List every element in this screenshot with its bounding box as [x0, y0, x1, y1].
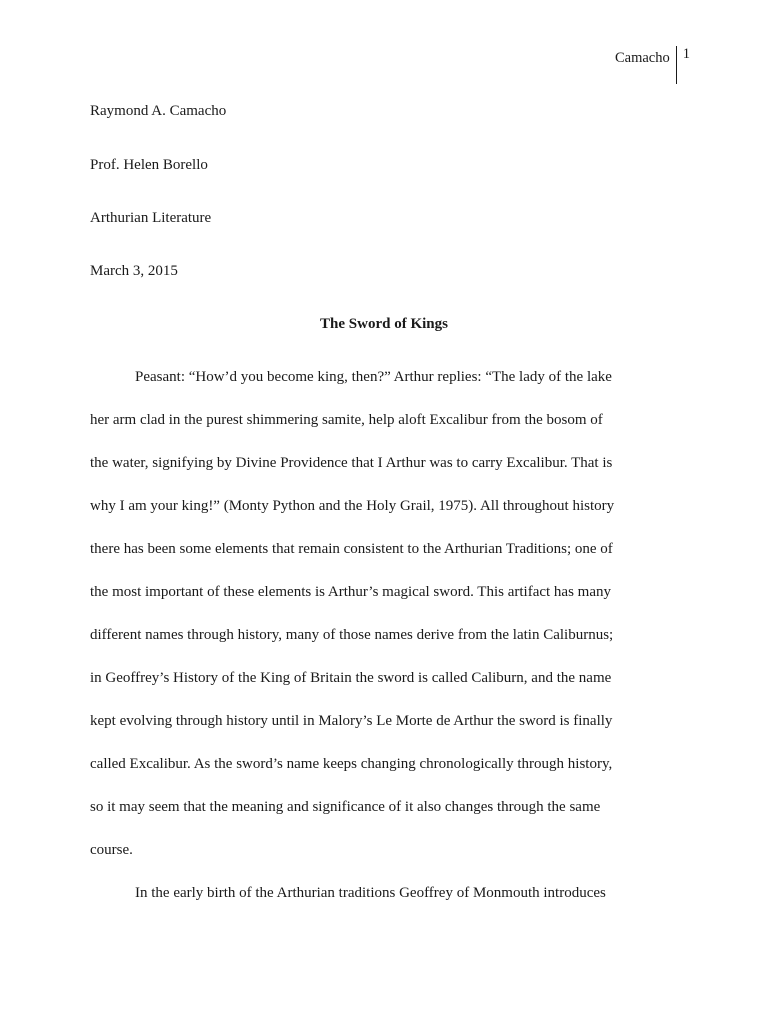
running-head-divider: [676, 46, 677, 84]
student-name: Raymond A. Camacho: [90, 103, 227, 119]
professor-name: Prof. Helen Borello: [90, 157, 208, 173]
body-line: so it may seem that the meaning and significance of it also changes through the same: [90, 799, 601, 815]
body-line: there has been some elements that remain consistent to the Arthurian Traditions; one of: [90, 541, 613, 557]
body-line: course.: [90, 842, 133, 858]
running-head: [615, 46, 690, 84]
body-line: different names through history, many of those names derive from the latin Caliburnus;: [90, 627, 614, 643]
date: March 3, 2015: [90, 263, 178, 279]
body-line: kept evolving through history until in Malory’s Le Morte de Arthur the sword is finally: [90, 713, 613, 729]
body-line: her arm clad in the purest shimmering samite, help aloft Excalibur from the bosom of: [90, 412, 603, 428]
body-line: why I am your king!” (Monty Python and the Holy Grail, 1975). All throughout history: [90, 498, 615, 514]
body-line: called Excalibur. As the sword’s name keeps changing chronologically through history,: [90, 756, 613, 772]
body-line: in Geoffrey’s History of the King of Britain the sword is called Caliburn, and the name: [90, 670, 612, 686]
essay-title: The Sword of Kings: [320, 316, 448, 332]
page-number: 1: [682, 46, 690, 62]
body-line: the water, signifying by Divine Providence that I Arthur was to carry Excalibur. That is: [90, 455, 613, 471]
body-line: the most important of these elements is Arthur’s magical sword. This artifact has many: [90, 584, 612, 600]
body-line: Peasant: “How’d you become king, then?” Arthur replies: “The lady of the lake: [135, 369, 612, 385]
body-line: In the early birth of the Arthurian traditions Geoffrey of Monmouth introduces: [135, 885, 606, 901]
course-name: Arthurian Literature: [90, 210, 212, 226]
running-head-author: Camacho: [614, 50, 670, 66]
